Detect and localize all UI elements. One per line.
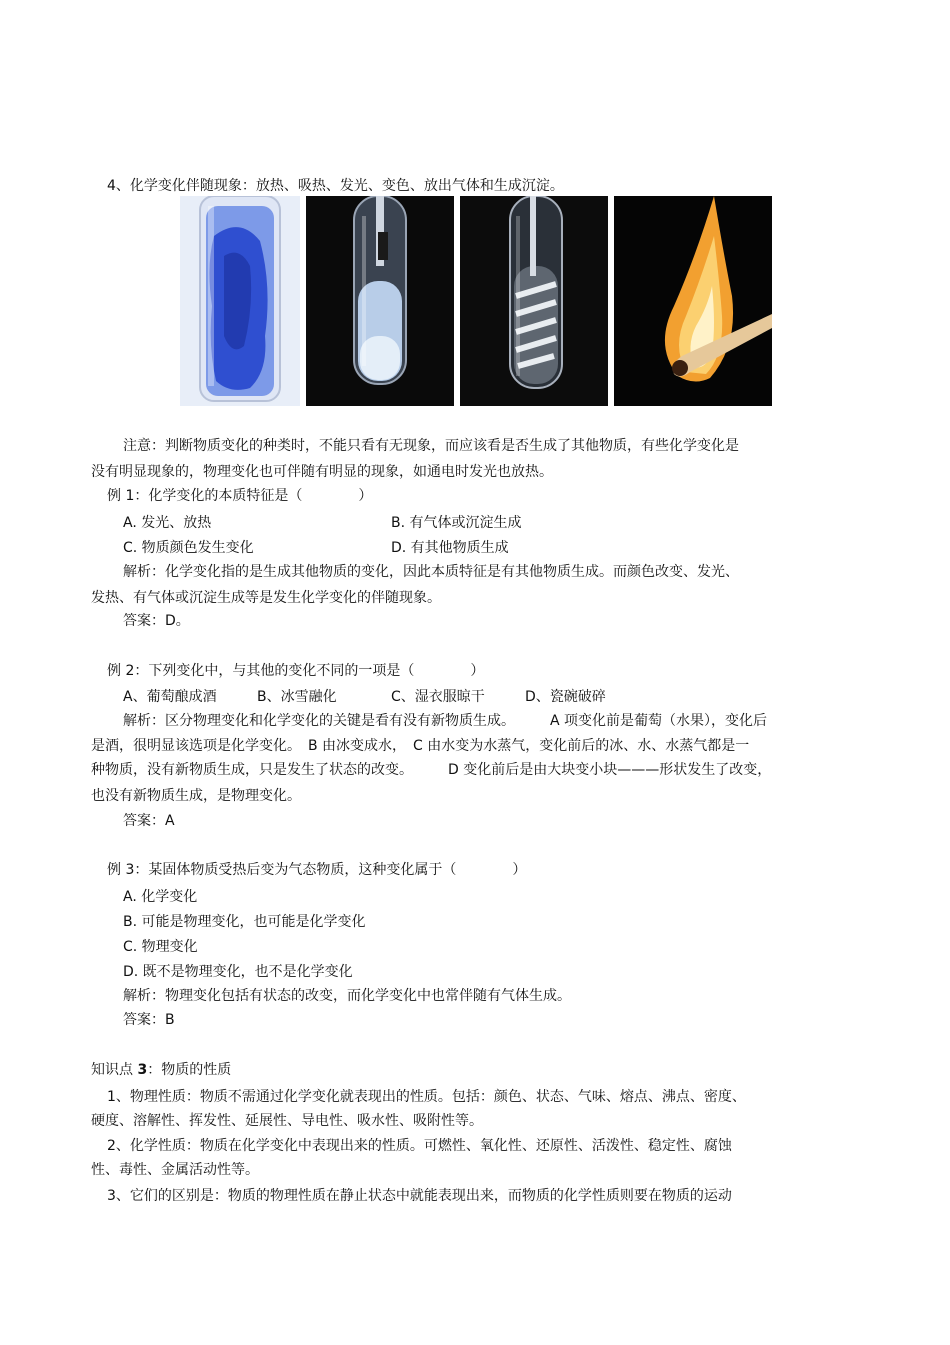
- knowledge3-item1-line-2: 硬度、溶解性、挥发性、延展性、导电性、吸水性、吸附性等。: [91, 1113, 483, 1129]
- knowledge3-item2-line-2: 性、毒性、金属活动性等。: [91, 1162, 259, 1178]
- example2-analysis-line-3: 种物质，没有新物质生成，只是发生了状态的改变。 D 变化前后是由大块变小块———形状发生了改变，: [91, 762, 772, 778]
- example3-option-a: A. 化学变化: [123, 889, 198, 905]
- example3-option-c: C. 物理变化: [123, 939, 198, 955]
- knowledge3-heading-number: 3: [137, 1062, 148, 1078]
- note-line-1: 注意：判断物质变化的种类时，不能只看有无现象，而应该看是否生成了其他物质，有些化学变化是: [123, 438, 739, 454]
- knowledge3-heading-prefix: 知识点: [91, 1062, 138, 1078]
- example1-question: 例 1：化学变化的本质特征是（ ）: [107, 488, 373, 504]
- example3-option-d: D. 既不是物理变化，也不是化学变化: [123, 964, 353, 980]
- example2-analysis-line-2: 是酒，很明显该选项是化学变化。 B 由冰变成水， C 由水变为水蒸气，变化前后的冰、水、水蒸气都是一: [91, 738, 750, 754]
- chemical-change-photos: [180, 196, 772, 406]
- metal-coil-test-tube-photo: [460, 196, 608, 406]
- note-line-2: 没有明显现象的，物理变化也可伴随有明显的现象，如通电时发光也放热。: [91, 464, 553, 480]
- gas-bubbling-test-tube-photo: [306, 196, 454, 406]
- example2-analysis-line-4: 也没有新物质生成，是物理变化。: [91, 788, 301, 804]
- example2-option-c: C、湿衣服晾干: [391, 689, 485, 705]
- example3-option-b: B. 可能是物理变化，也可能是化学变化: [123, 914, 366, 930]
- example2-option-b: B、冰雪融化: [257, 689, 337, 705]
- example3-question: 例 3：某固体物质受热后变为气态物质，这种变化属于（ ）: [107, 862, 527, 878]
- knowledge3-item3-line-1: 3、它们的区别是：物质的物理性质在静止状态中就能表现出来，而物质的化学性质则要在物质的运动: [107, 1188, 732, 1204]
- knowledge3-item1-line-1: 1、物理性质：物质不需通过化学变化就表现出的性质。包括：颜色、状态、气味、熔点、沸点、密度、: [107, 1089, 746, 1105]
- burning-match-flame-photo: [614, 196, 772, 406]
- example1-option-d: D. 有其他物质生成: [391, 540, 509, 556]
- section4-intro: 4、化学变化伴随现象：放热、吸热、发光、变色、放出气体和生成沉淀。: [107, 178, 564, 194]
- example1-option-c: C. 物质颜色发生变化: [123, 540, 254, 556]
- example1-analysis-line-2: 发热、有气体或沉淀生成等是发生化学变化的伴随现象。: [91, 590, 441, 606]
- blue-precipitate-test-tube-photo: [180, 196, 300, 406]
- example2-answer: 答案：A: [123, 813, 175, 829]
- example2-question: 例 2：下列变化中，与其他的变化不同的一项是（ ）: [107, 663, 485, 679]
- example2-analysis-line-1: 解析：区分物理变化和化学变化的关键是看有没有新物质生成。 A 项变化前是葡萄（水果），变化后: [123, 713, 768, 729]
- example1-option-b: B. 有气体或沉淀生成: [391, 515, 522, 531]
- example1-analysis-line-1: 解析：化学变化指的是生成其他物质的变化，因此本质特征是有其他物质生成。而颜色改变、发光、: [123, 564, 739, 580]
- example3-analysis: 解析：物理变化包括有状态的改变，而化学变化中也常伴随有气体生成。: [123, 988, 571, 1004]
- knowledge3-heading-suffix: ：物质的性质: [147, 1062, 232, 1078]
- knowledge3-item2-line-1: 2、化学性质：物质在化学变化中表现出来的性质。可燃性、氧化性、还原性、活泼性、稳定性、腐蚀: [107, 1138, 732, 1154]
- example2-option-d: D、瓷碗破碎: [525, 689, 606, 705]
- example3-answer: 答案：B: [123, 1012, 175, 1028]
- knowledge3-heading: [91, 1061, 231, 1079]
- example1-answer: 答案：D。: [123, 613, 190, 629]
- example2-option-a: A、葡萄酿成酒: [123, 689, 217, 705]
- example1-option-a: A. 发光、放热: [123, 515, 212, 531]
